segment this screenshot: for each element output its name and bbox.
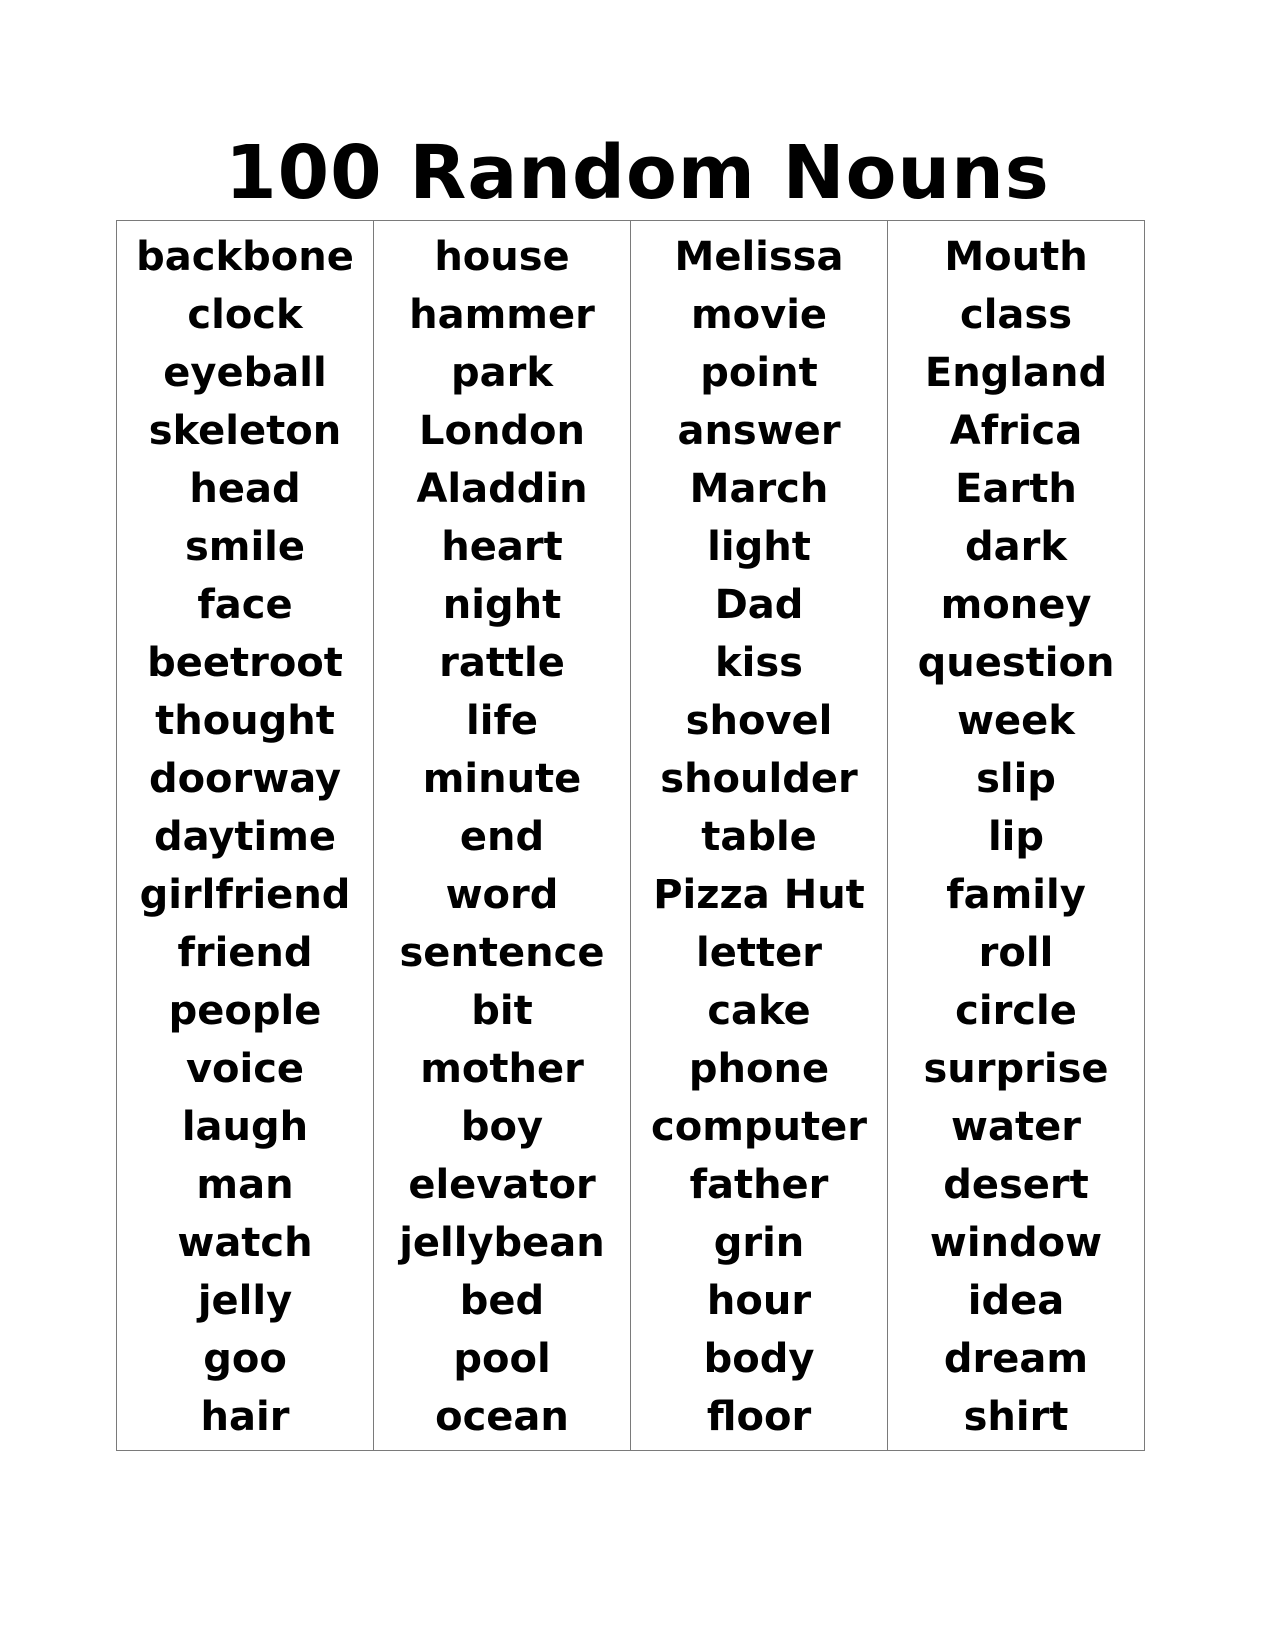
noun-word: window: [929, 1220, 1103, 1266]
noun-word: mother: [420, 1046, 584, 1092]
noun-word: man: [196, 1162, 294, 1208]
noun-word: grin: [713, 1220, 805, 1266]
word-column-1: [117, 221, 374, 1450]
noun-word: hair: [200, 1394, 290, 1440]
noun-word: voice: [185, 1046, 305, 1092]
noun-word: kiss: [715, 640, 803, 686]
noun-word: heart: [441, 524, 563, 570]
noun-word: cake: [707, 988, 811, 1034]
noun-word: house: [434, 234, 570, 280]
noun-word: Earth: [955, 466, 1077, 512]
noun-word: jellybean: [399, 1220, 605, 1266]
noun-word: daytime: [153, 814, 337, 860]
noun-word: end: [459, 814, 545, 860]
noun-word: smile: [184, 524, 306, 570]
noun-word: jelly: [197, 1278, 293, 1324]
noun-word: movie: [690, 292, 828, 338]
noun-word: family: [946, 872, 1086, 918]
noun-word: eyeball: [163, 350, 327, 396]
noun-word: class: [959, 292, 1073, 338]
noun-word: beetroot: [147, 640, 343, 686]
noun-word: watch: [177, 1220, 313, 1266]
noun-word: floor: [706, 1394, 812, 1440]
noun-word: shoulder: [660, 756, 858, 802]
noun-word: desert: [943, 1162, 1089, 1208]
noun-word: slip: [976, 756, 1056, 802]
noun-word: hammer: [409, 292, 595, 338]
noun-word: friend: [177, 930, 313, 976]
noun-word: skeleton: [148, 408, 342, 454]
noun-word: computer: [651, 1104, 867, 1150]
noun-word: table: [701, 814, 817, 860]
noun-word: pool: [453, 1336, 551, 1382]
noun-word: word: [445, 872, 559, 918]
noun-word: body: [703, 1336, 815, 1382]
noun-word: London: [418, 408, 586, 454]
noun-word: question: [917, 640, 1115, 686]
noun-word: clock: [187, 292, 303, 338]
noun-word: week: [957, 698, 1075, 744]
noun-word: roll: [978, 930, 1054, 976]
noun-word: lip: [987, 814, 1045, 860]
noun-word: shovel: [685, 698, 833, 744]
noun-word: girlfriend: [139, 872, 351, 918]
noun-word: Dad: [714, 582, 804, 628]
noun-word: head: [189, 466, 301, 512]
noun-word: phone: [688, 1046, 830, 1092]
noun-word: face: [197, 582, 293, 628]
noun-word: England: [924, 350, 1108, 396]
noun-word: idea: [967, 1278, 1065, 1324]
noun-word: ocean: [435, 1394, 569, 1440]
noun-word: park: [451, 350, 553, 396]
noun-word: Aladdin: [416, 466, 588, 512]
noun-word: Melissa: [674, 234, 844, 280]
noun-word: night: [442, 582, 562, 628]
noun-word: laugh: [181, 1104, 309, 1150]
noun-word: rattle: [439, 640, 565, 686]
noun-word: bed: [459, 1278, 545, 1324]
page-title: 100 Random Nouns: [225, 130, 1050, 216]
word-table: [116, 220, 1145, 1451]
noun-word: circle: [955, 988, 1077, 1034]
noun-word: money: [940, 582, 1092, 628]
noun-word: Pizza Hut: [653, 872, 865, 918]
word-column-2: [374, 221, 631, 1450]
noun-word: life: [466, 698, 538, 744]
noun-word: dark: [965, 524, 1067, 570]
noun-word: father: [689, 1162, 829, 1208]
noun-word: goo: [203, 1336, 287, 1382]
noun-word: doorway: [148, 756, 342, 802]
noun-word: Mouth: [944, 234, 1088, 280]
noun-word: Africa: [949, 408, 1083, 454]
word-column-4: [888, 221, 1144, 1450]
noun-word: bit: [471, 988, 533, 1034]
noun-word: elevator: [408, 1162, 596, 1208]
noun-word: point: [700, 350, 818, 396]
noun-word: sentence: [399, 930, 605, 976]
noun-word: boy: [460, 1104, 544, 1150]
noun-word: letter: [696, 930, 822, 976]
noun-word: people: [168, 988, 322, 1034]
noun-word: water: [951, 1104, 1081, 1150]
noun-word: answer: [677, 408, 841, 454]
word-column-3: [631, 221, 888, 1450]
noun-word: surprise: [923, 1046, 1109, 1092]
noun-word: March: [689, 466, 829, 512]
noun-word: thought: [155, 698, 335, 744]
noun-word: hour: [706, 1278, 812, 1324]
noun-word: backbone: [136, 234, 354, 280]
noun-word: light: [707, 524, 811, 570]
noun-word: shirt: [963, 1394, 1069, 1440]
noun-word: minute: [422, 756, 582, 802]
noun-word: dream: [943, 1336, 1089, 1382]
